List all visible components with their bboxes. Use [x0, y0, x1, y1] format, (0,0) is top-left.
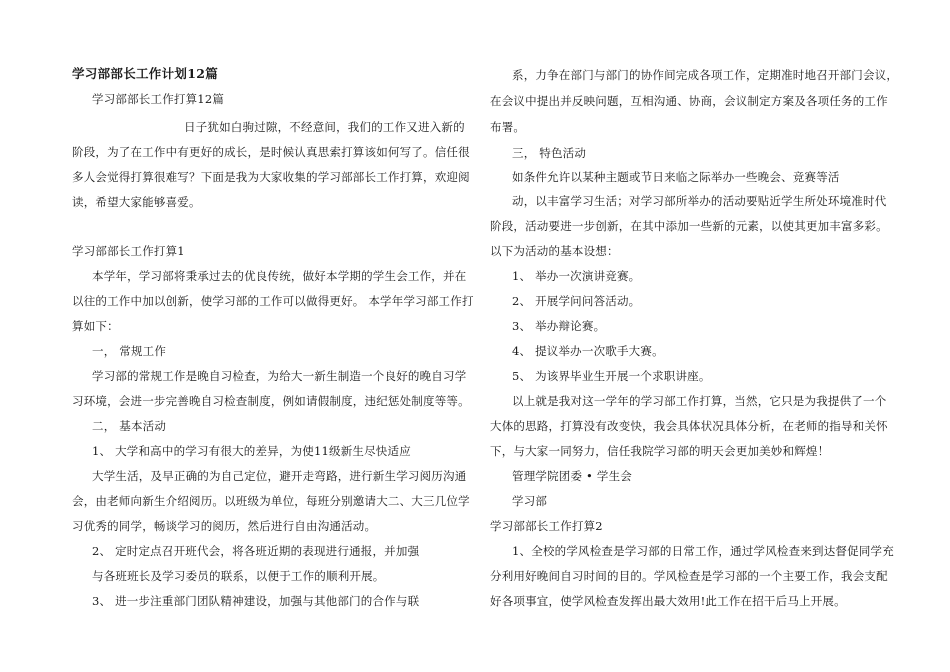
list-item-heading: 3、 进一步注重部门团队精神建设，加强与其他部门的合作与联: [92, 594, 420, 608]
intro-line: 日子犹如白驹过隙，不经意间，我们的工作又进入新的: [184, 120, 465, 134]
document-title: 学习部部长工作计划12篇: [72, 66, 218, 81]
section-heading: 学习部部长工作打算2: [490, 519, 603, 533]
part-heading: 三， 特色活动: [512, 146, 587, 160]
paragraph-line: 大体的思路，打算没有改变快，我会具体状况具体分析，在老师的指导和关怀: [490, 419, 888, 433]
list-item: 3、 举办辩论赛。: [512, 319, 606, 333]
paragraph-line: 本学年，学习部将秉承过去的优良传统，做好本学期的学生会工作，并在: [92, 269, 467, 283]
paragraph-line: 系，力争在部门与部门的协作间完成各项工作，定期准时地召开部门会议，: [512, 68, 899, 82]
signature-dept: 学习部: [512, 494, 548, 508]
paragraph-line: 以下为活动的基本设想：: [490, 244, 619, 258]
list-item: 5、 为该界毕业生开展一个求职讲座。: [512, 369, 711, 383]
intro-line: 阶段，为了在工作中有更好的成长，是时候认真思索打算该如何写了。信任很: [72, 145, 470, 159]
paragraph-line: 在会议中提出并反映问题，互相沟通、协商，会议制定方案及各项任务的工作: [490, 94, 888, 108]
paragraph-line: 布署。: [490, 120, 526, 134]
paragraph-line: 以上就是我对这一学年的学习部工作打算，当然，它只是为我提供了一个: [512, 394, 887, 408]
paragraph-line: 学习部的常规工作是晚自习检查，为给大一新生制造一个良好的晚自习学: [92, 369, 467, 383]
part-heading: 二， 基本活动: [92, 419, 167, 433]
intro-line: 读，希望大家能够喜爱。: [72, 195, 201, 209]
paragraph-line: 习优秀的同学，畅谈学习的阅历，然后进行自由沟通活动。: [72, 519, 377, 533]
section-heading: 学习部部长工作打算1: [72, 244, 185, 258]
paragraph-line: 下，与大家一同努力，信任我院学习部的明天会更加美妙和辉煌！: [490, 444, 830, 458]
paragraph-line: 会，由老师向新生介绍阅历。以班级为单位，每班分别邀请大二、大三几位学: [72, 494, 470, 508]
paragraph-line: 好各项事宜，使学风检查发挥出最大效用!此工作在招干后马上开展。: [490, 594, 846, 608]
paragraph-line: 动，以丰富学习生活；对学习部所举办的活动要贴近学生所处环境准时代: [512, 194, 887, 208]
paragraph-line: 1、全校的学风检查是学习部的日常工作，通过学风检查来到达督促同学充: [512, 544, 894, 558]
paragraph-line: 如条件允许以某种主题或节日来临之际举办一些晚会、竞赛等活: [512, 170, 840, 184]
paragraph-line: 阶段，活动要进一步创新，在其中添加一些新的元素，以使其更加丰富多彩。: [490, 219, 888, 233]
paragraph-line: 习环境，会进一步完善晚自习检查制度，例如请假制度，违纪惩处制度等等。: [72, 394, 470, 408]
signature-org: 管理学院团委 • 学生会: [512, 469, 632, 483]
intro-line: 多人会觉得打算很难写？下面是我为大家收集的学习部部长工作打算，欢迎阅: [72, 170, 470, 184]
list-item-heading: 1、 大学和高中的学习有很大的差异，为使11级新生尽快适应: [92, 444, 411, 458]
paragraph-line: 算如下：: [72, 319, 119, 333]
part-heading: 一， 常规工作: [92, 344, 167, 358]
paragraph-line: 分利用好晚间自习时间的目的。学风检查是学习部的一个主要工作，我会支配: [490, 569, 888, 583]
list-item-heading: 2、 定时定点召开班代会，将各班近期的表现进行通报，并加强: [92, 544, 420, 558]
document-subtitle: 学习部部长工作打算12篇: [92, 92, 225, 106]
paragraph-line: 以往的工作中加以创新，使学习部的工作可以做得更好。 本学年学习部工作打: [72, 294, 474, 308]
list-item: 4、 提议举办一次歌手大赛。: [512, 344, 664, 358]
paragraph-line: 大学生活，及早正确的为自己定位，避开走弯路，进行新生学习阅历沟通: [92, 469, 467, 483]
list-item: 2、 开展学问问答活动。: [512, 294, 641, 308]
list-item: 1、 举办一次演讲竞赛。: [512, 269, 641, 283]
paragraph-line: 与各班班长及学习委员的联系，以便于工作的顺利开展。: [92, 569, 385, 583]
